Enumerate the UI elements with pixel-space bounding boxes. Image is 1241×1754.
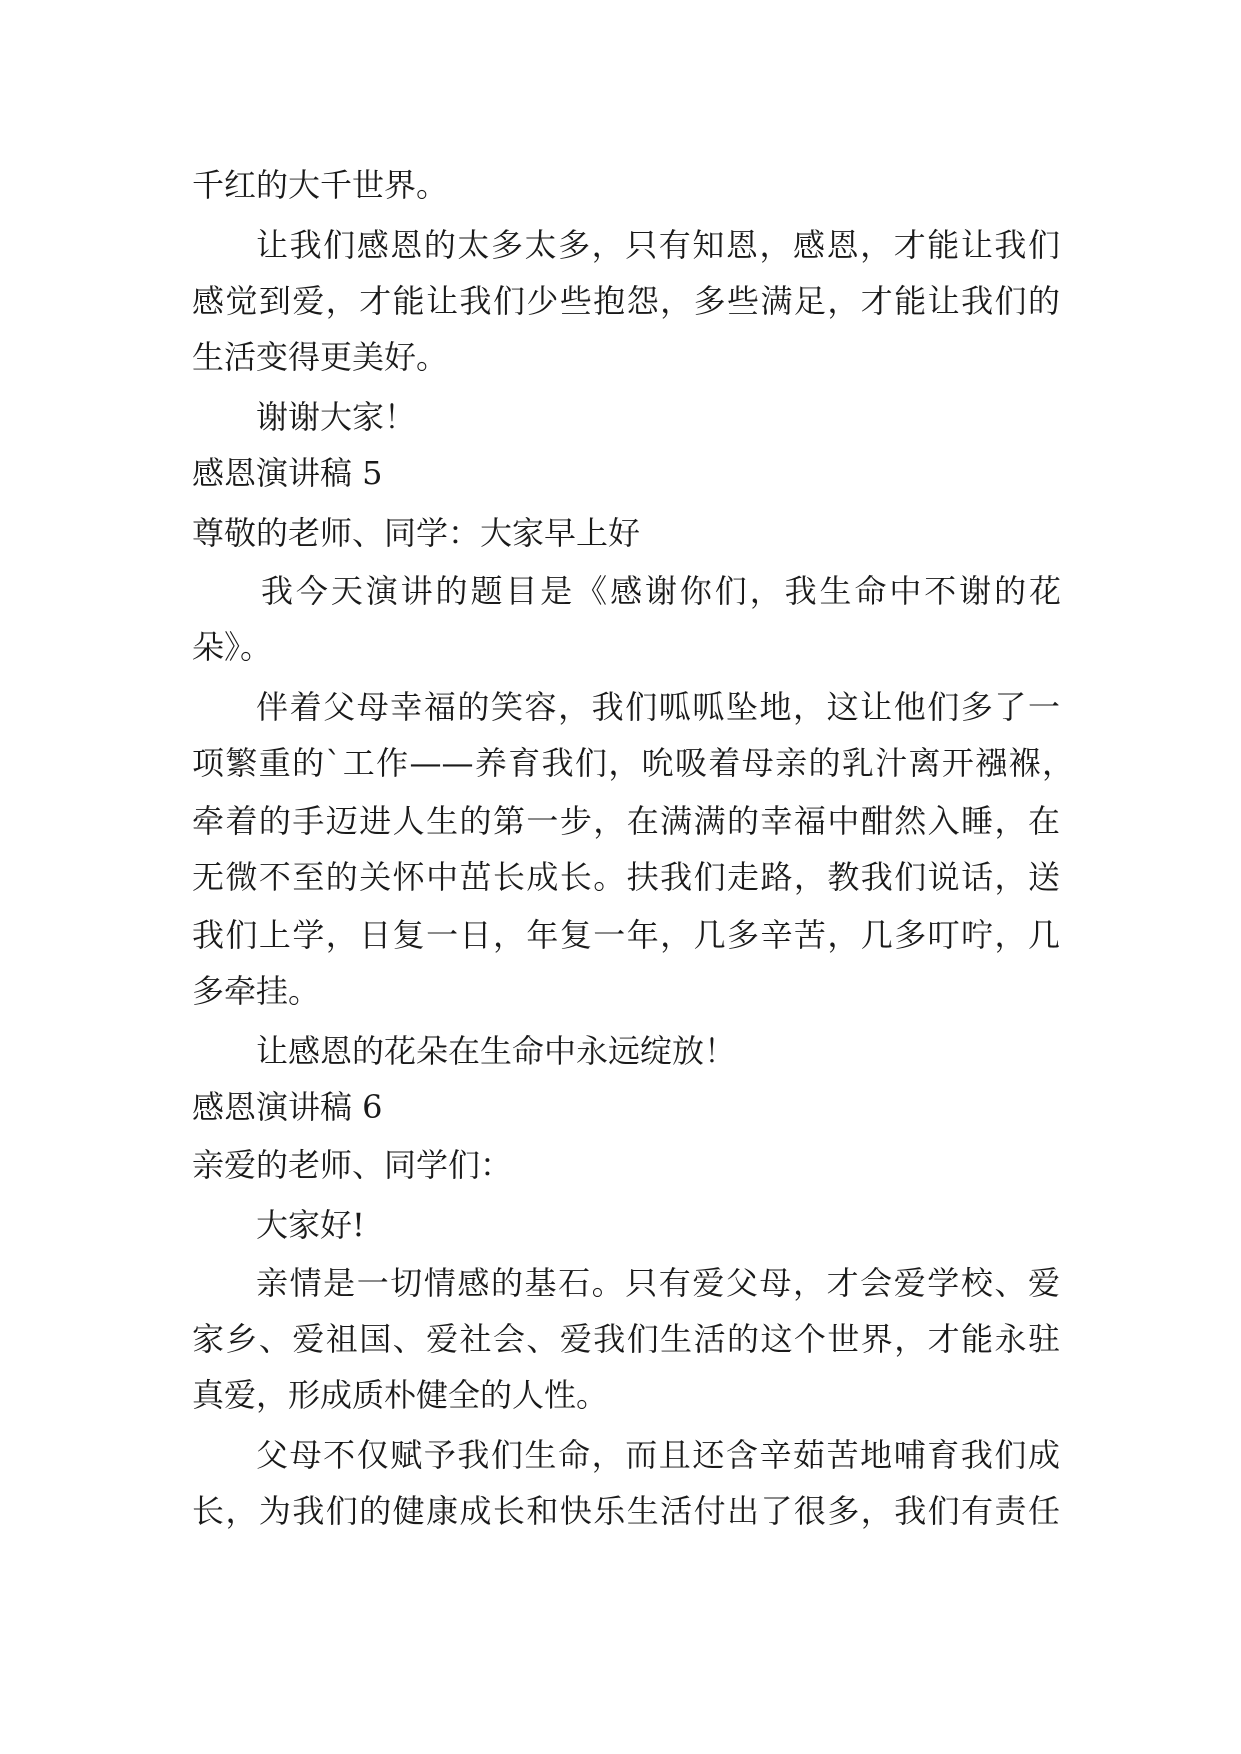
paragraph-line: 无微不至的关怀中茁长成长。扶我们走路，教我们说话，送 bbox=[192, 858, 1060, 896]
paragraph-line: 家乡、爱祖国、爱社会、爱我们生活的这个世界，才能永驻 bbox=[192, 1320, 1060, 1358]
closing-line: 谢谢大家！ bbox=[256, 398, 417, 436]
paragraph-line: 生活变得更美好。 bbox=[192, 338, 449, 376]
salutation-line: 尊敬的老师、同学：大家早上好 bbox=[192, 514, 641, 552]
paragraph-line: 朵》。 bbox=[192, 628, 273, 666]
paragraph-line: 真爱，形成质朴健全的人性。 bbox=[192, 1376, 609, 1414]
paragraph-line: 牵着的手迈进人生的第一步，在满满的幸福中酣然入睡，在 bbox=[192, 802, 1060, 840]
paragraph-line: 让我们感恩的太多太多，只有知恩，感恩，才能让我们 bbox=[256, 226, 1060, 264]
paragraph-line: 让感恩的花朵在生命中永远绽放！ bbox=[256, 1032, 737, 1070]
paragraph-line: 长，为我们的健康成长和快乐生活付出了很多，我们有责任 bbox=[192, 1492, 1060, 1530]
paragraph-line: 我今天演讲的题目是《感谢你们，我生命中不谢的花 bbox=[261, 572, 1061, 610]
paragraph-line: 项繁重的`工作——养育我们，吮吸着母亲的乳汁离开襁褓， bbox=[192, 744, 1074, 782]
section-heading: 感恩演讲稿 5 bbox=[192, 454, 383, 492]
paragraph-line: 亲情是一切情感的基石。只有爱父母，才会爱学校、爱 bbox=[256, 1264, 1060, 1302]
paragraph-line: 千红的大千世界。 bbox=[192, 166, 449, 204]
paragraph-line: 父母不仅赋予我们生命，而且还含辛茹苦地哺育我们成 bbox=[256, 1436, 1060, 1474]
salutation-line: 亲爱的老师、同学们： bbox=[192, 1146, 513, 1184]
paragraph-line: 感觉到爱，才能让我们少些抱怨，多些满足，才能让我们的 bbox=[192, 282, 1060, 320]
paragraph-line: 伴着父母幸福的笑容，我们呱呱坠地，这让他们多了一 bbox=[256, 688, 1060, 726]
section-heading: 感恩演讲稿 6 bbox=[192, 1088, 383, 1126]
greeting-line: 大家好! bbox=[256, 1206, 365, 1244]
paragraph-line: 多牵挂。 bbox=[192, 972, 321, 1010]
paragraph-line: 我们上学，日复一日，年复一年，几多辛苦，几多叮咛，几 bbox=[192, 916, 1060, 954]
